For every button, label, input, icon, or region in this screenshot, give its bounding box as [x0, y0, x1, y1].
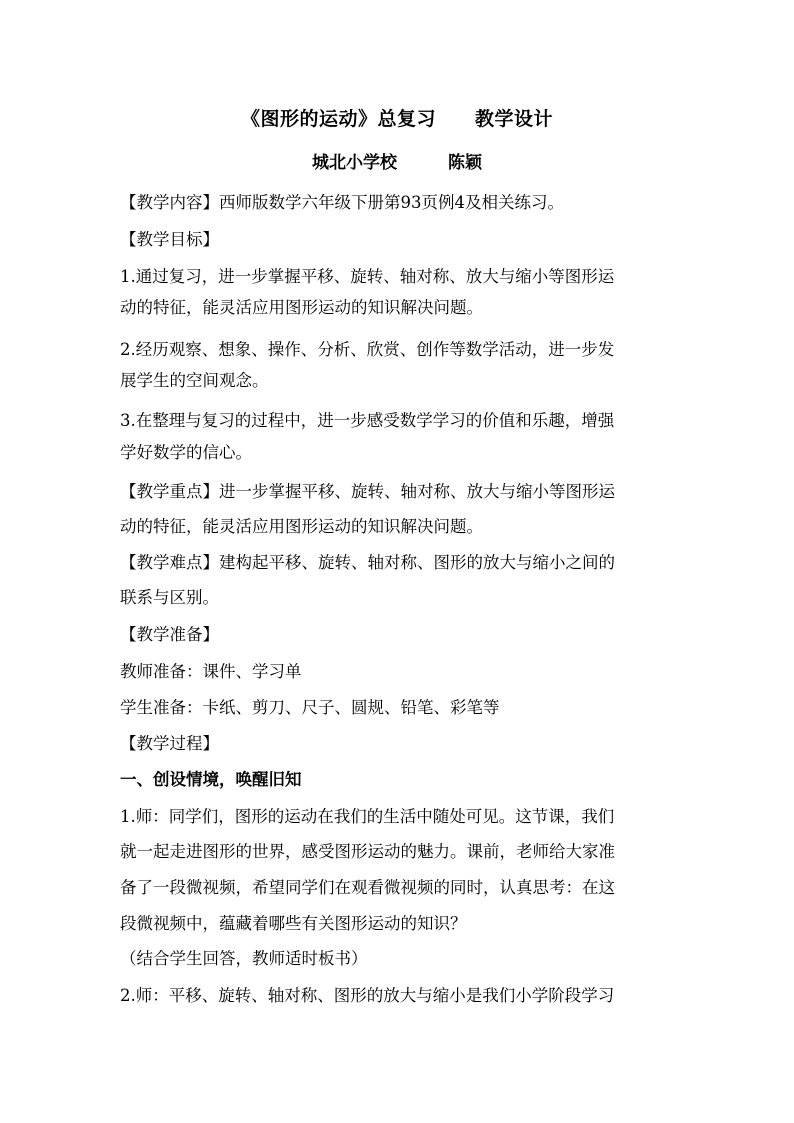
paragraph-line: （结合学生回答，教师适时板书）	[120, 949, 368, 968]
teaching-goals-heading: 【教学目标】	[120, 230, 219, 249]
paragraph-line: 2.师：平移、旋转、轴对称、图形的放大与缩小是我们小学阶段学习	[120, 986, 615, 1005]
section-heading: 一、创设情境，唤醒旧知	[120, 770, 302, 789]
teaching-content: 【教学内容】西师版数学六年级下册第93页例4及相关练习。	[120, 193, 564, 212]
paragraph-line: 段微视频中，蕴藏着哪些有关图形运动的知识？	[120, 914, 467, 933]
document-subtitle: 城北小学校 陈颖	[312, 153, 482, 173]
paragraph-line: 学好数学的信心。	[120, 443, 252, 462]
process-heading: 【教学过程】	[120, 734, 219, 753]
student-preparation: 学生准备：卡纸、剪刀、尺子、圆规、铅笔、彩笔等	[120, 698, 500, 717]
difficult-points: 【教学难点】建构起平移、旋转、轴对称、图形的放大与缩小之间的	[120, 553, 615, 572]
paragraph-line: 1.通过复习，进一步掌握平移、旋转、轴对称、放大与缩小等图形运	[120, 267, 615, 286]
paragraph-line: 动的特征，能灵活应用图形运动的知识解决问题。	[120, 298, 483, 317]
paragraph-line: 动的特征，能灵活应用图形运动的知识解决问题。	[120, 517, 483, 536]
paragraph-line: 展学生的空间观念。	[120, 371, 269, 390]
paragraph-line: 2.经历观察、想象、操作、分析、欣赏、创作等数学活动，进一步发	[120, 340, 615, 359]
preparation-heading: 【教学准备】	[120, 625, 219, 644]
paragraph-line: 就一起走进图形的世界，感受图形运动的魅力。课前，老师给大家准	[120, 842, 615, 861]
paragraph-line: 备了一段微视频，希望同学们在观看微视频的同时，认真思考：在这	[120, 878, 615, 897]
paragraph-line: 3.在整理与复习的过程中，进一步感受数学学习的价值和乐趣，增强	[120, 411, 615, 430]
document-title: 《图形的运动》总复习 教学设计	[240, 108, 553, 130]
teacher-preparation: 教师准备：课件、学习单	[120, 662, 302, 681]
key-points: 【教学重点】进一步掌握平移、旋转、轴对称、放大与缩小等图形运	[120, 482, 615, 501]
paragraph-line: 联系与区别。	[120, 588, 219, 607]
paragraph-line: 1.师：同学们，图形的运动在我们的生活中随处可见。这节课，我们	[120, 807, 615, 826]
